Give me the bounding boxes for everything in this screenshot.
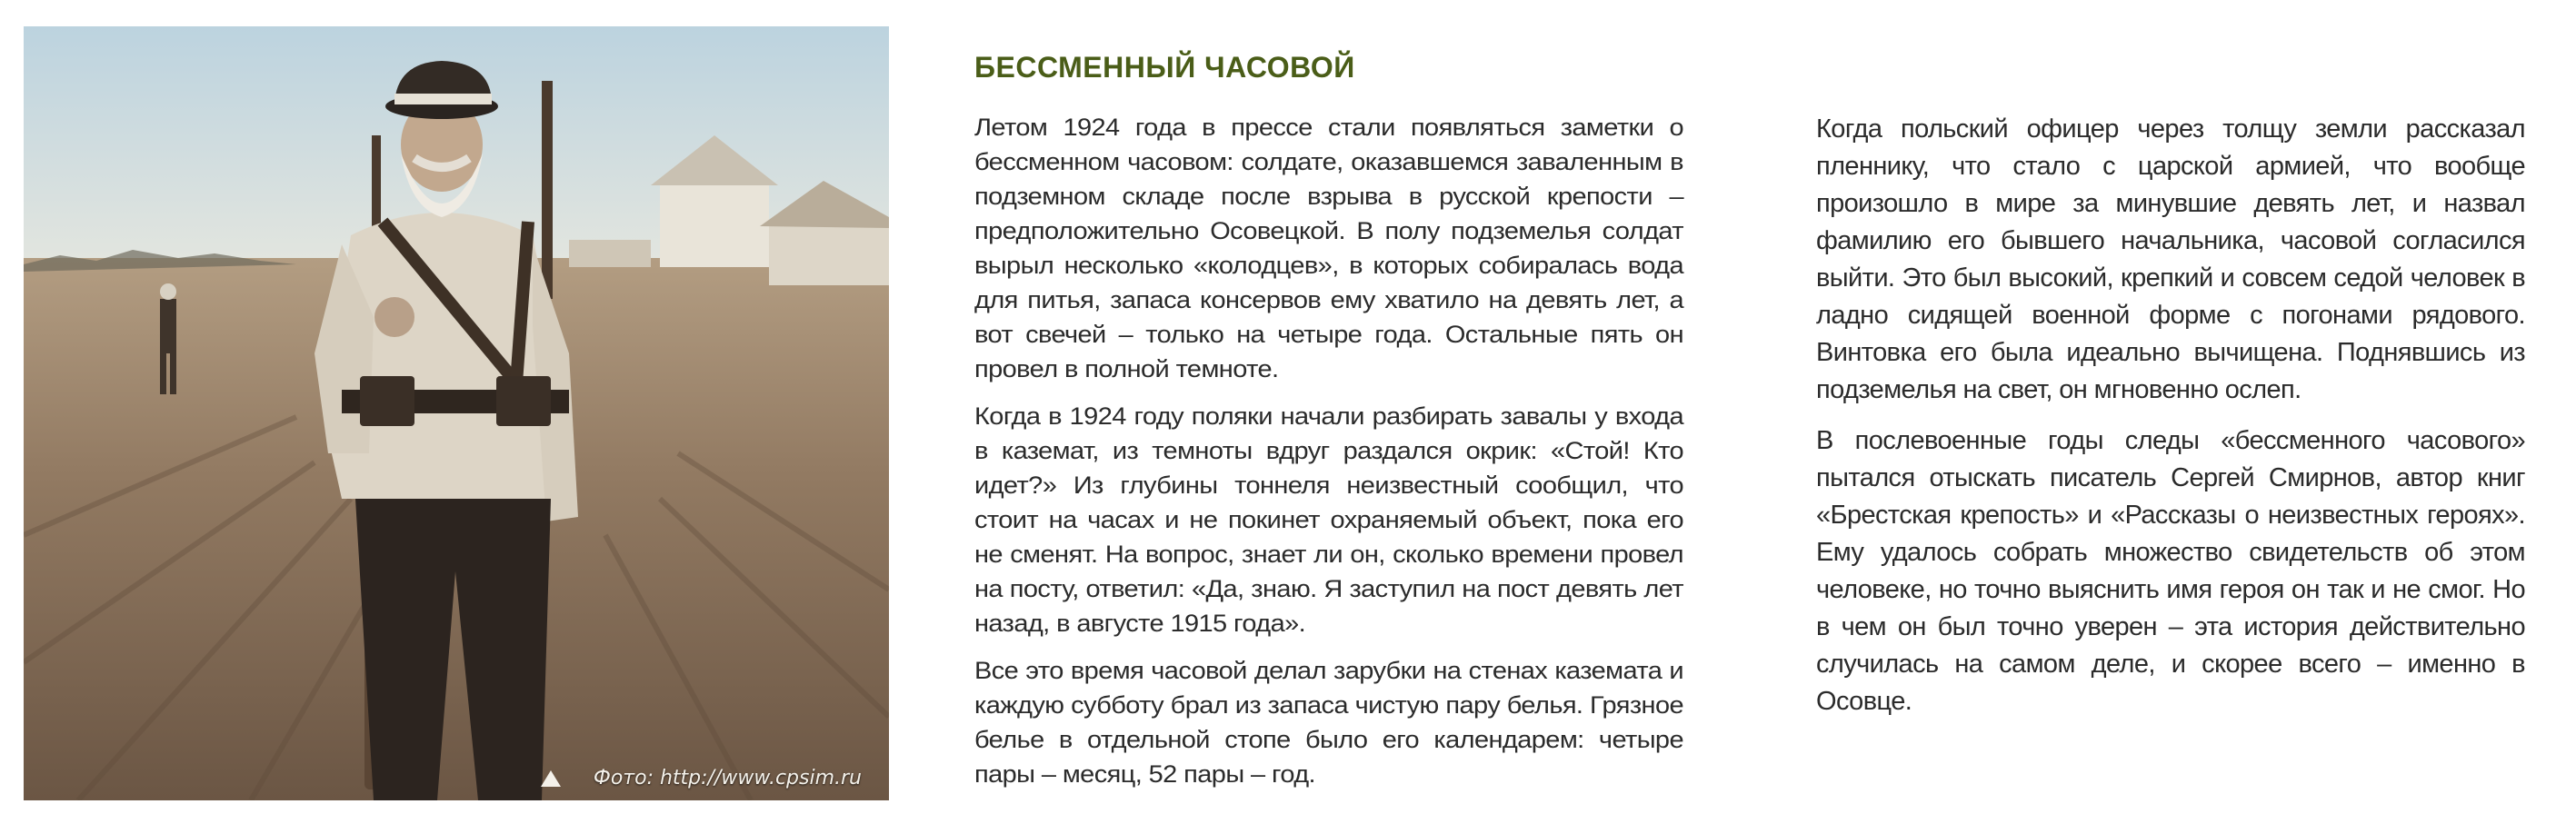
article-title: БЕССМЕННЫЙ ЧАСОВОЙ [974,51,1355,84]
paragraph: Летом 1924 года в прессе стали появляться заметки о бессменном часовом: солдате, оказавшемся заваленным в подземном складе после взрыва в русской крепости – предположительно Осовецкой. В полу подземелья солдат вырыл несколько «колодцев», в которых собиралась вода для питья, запаса консервов ему хватило на девять лет, а вот свечей – только на четыре года. Остальные пять он провел в полной темноте. [974,114,1683,383]
soldier-photo-illustration [24,26,889,800]
article-column-1 [974,111,1683,805]
photo-caption [541,767,862,789]
soldier-photo [24,26,889,800]
paragraph: Когда в 1924 году поляки начали разбирать завалы у входа в каземат, из темноты вдруг раздался окрик: «Стой! Кто идет?» Из глубины тоннеля неизвестный сообщил, что стоит на часах и не покинет охраняемый объект, пока его не сменят. На вопрос, знает ли он, сколько времени провел на посту, ответил: «Да, знаю. Я заступил на пост девять лет назад, в августе 1915 года». [974,402,1683,638]
triangle-icon [541,770,561,787]
photo-caption-text: Фото: http://www.cpsim.ru [593,767,862,789]
paragraph: В послевоенные годы следы «бессменного часового» пытался отыскать писатель Сергей Смирнов, автор книг «Брестская крепость» и «Рассказы о неизвестных героях». Ему удалось собрать множество свидетельств об этом человеке, но точно выяснить имя героя он так и не смог. Но в чем он был точно уверен – эта история действительно случилась на самом деле, и скорее всего – именно в Осовце. [1816,426,2525,716]
paragraph: Все это время часовой делал зарубки на стенах каземата и каждую субботу брал из запаса чистую пару белья. Грязное белье в отдельной стопе было его календарем: четыре пары – месяц, 52 пары – год. [974,657,1683,789]
article-column-2 [1816,111,2525,734]
paragraph: Когда польский офицер через толщу земли рассказал пленнику, что стало с царской армией, что вообще произошло в мире за минувшие девять лет, и назвал фамилию его бывшего начальника, часовой согласился выйти. Это был высокий, крепкий и совсем седой человек в ладно сидящей военной форме с погонами рядового. Винтовка его была идеально вычищена. Поднявшись из подземелья на свет, он мгновенно ослеп. [1816,114,2525,404]
